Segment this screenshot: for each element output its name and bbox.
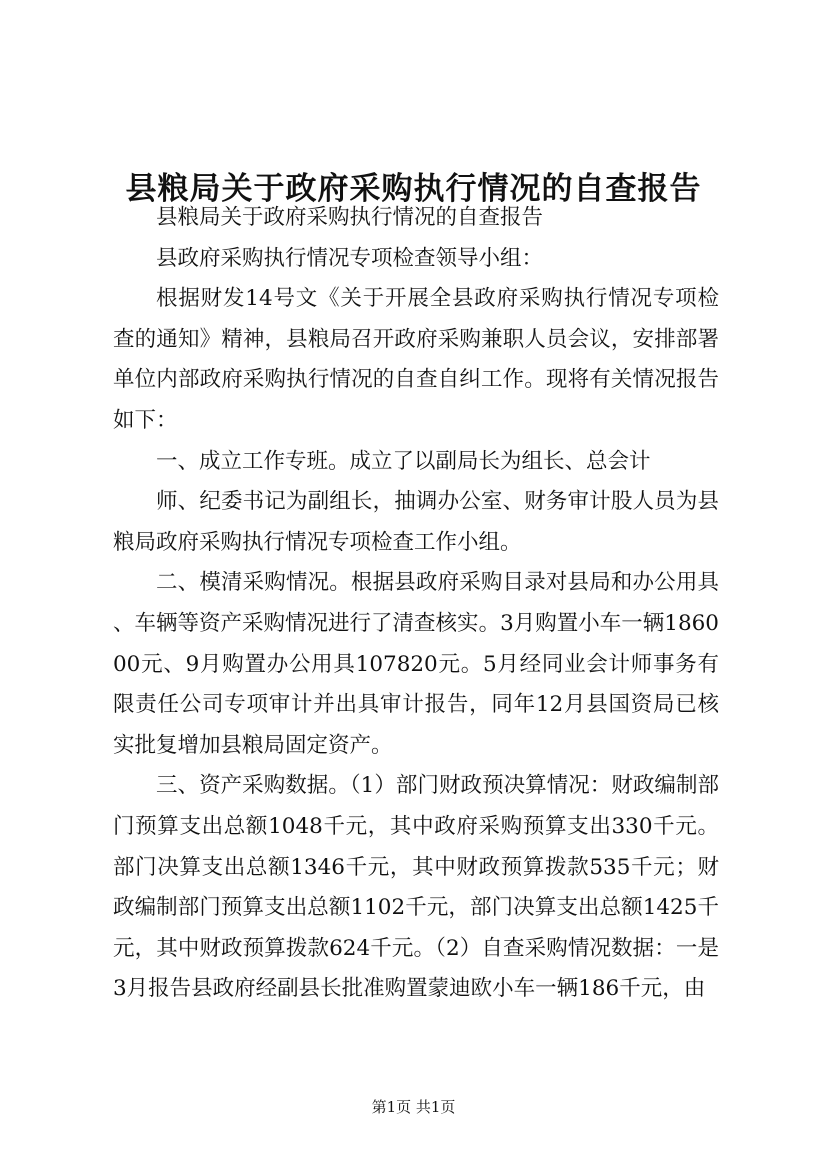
paragraph-section-1-heading: 一、成立工作专班。成立了以副局长为组长、总会计 [156, 448, 651, 474]
paragraph-subtitle: 县粮局关于政府采购执行情况的自查报告 [156, 205, 544, 230]
paragraph-addressee: 县政府采购执行情况专项检查领导小组： [156, 245, 544, 271]
paragraph-intro: 根据财发14号文《关于开展全县政府采购执行情况专项检查的通知》精神，县粮局召开政府采购兼职人员会议，安排部署单位内部政府采购执行情况的自查自纠工作。现将有关情况报告如下： [113, 286, 719, 433]
document-body [113, 198, 719, 1010]
page-footer: 第1页 共1页 [371, 1098, 456, 1116]
paragraph-section-2: 二、模清采购情况。根据县政府采购目录对县局和办公用具、车辆等资产采购情况进行了清查核实。3月购置小车一辆186000元、9月购置办公用具107820元。5月经同业会计师事务有限责任公司专项审计并出具审计报告，同年12月县国资局已核实批复增加县粮局固定资产。 [113, 570, 719, 758]
paragraph-section-3: 三、资产采购数据。（1）部门财政预决算情况：财政编制部门预算支出总额1048千元，其中政府采购预算支出330千元。部门决算支出总额1346千元，其中财政预算拨款535千元；财政编制部门预算支出总额1102千元，部门决算支出总额1425千元，其中财政预算拨款624千元。（2）自查采购情况数据：一是3月报告县政府经副县长批准购置蒙迪欧小车一辆186千元，由 [113, 773, 719, 1002]
document-title: 县粮局关于政府采购执行情况的自查报告 [125, 170, 702, 207]
paragraph-section-1-body: 师、纪委书记为副组长，抽调办公室、财务审计股人员为县粮局政府采购执行情况专项检查工作小组。 [113, 489, 719, 555]
